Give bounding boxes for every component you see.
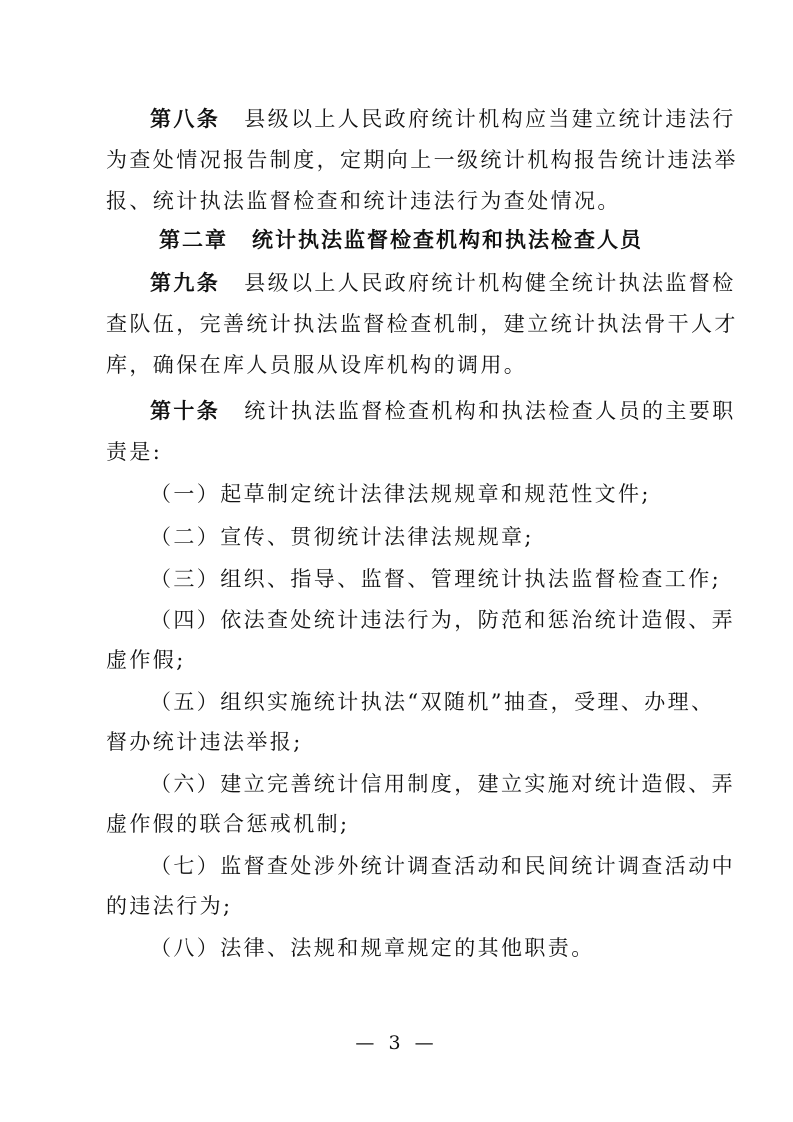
article-10-heading: 第十条 (150, 399, 221, 423)
chapter-heading (106, 225, 696, 255)
article-8-heading: 第八条 (150, 107, 221, 131)
duty-item-5: （五）组织实施统计执法“双随机”抽查，受理、办理、 (150, 690, 715, 714)
page-number: — 3 — (355, 1032, 438, 1054)
duty-item-1: （一）起草制定统计法律法规规章和规范性文件; (150, 482, 651, 506)
duty-item-2: （二）宣传、贯彻统计法律法规规章; (150, 525, 534, 549)
article-9-line-1 (150, 268, 736, 298)
duty-item-6: （六）建立完善统计信用制度，建立实施对统计造假、弄 (150, 772, 735, 796)
article-10-line-2: 责是: (106, 440, 163, 464)
duty-item-4: （四）依法查处统计违法行为，防范和惩治统计造假、弄 (150, 608, 735, 632)
article-10-line-1 (150, 396, 736, 426)
article-8-line-2: 为查处情况报告制度，定期向上一级统计机构报告统计违法举 (106, 148, 738, 172)
article-9-text: 县级以上人民政府统计机构健全统计执法监督检 (244, 271, 736, 295)
duty-item-5-cont: 督办统计违法举报; (106, 730, 303, 754)
chapter-number: 第二章 (159, 228, 228, 252)
duty-item-8: （八）法律、法规和规章规定的其他职责。 (150, 936, 595, 960)
article-10-text: 统计执法监督检查机构和执法检查人员的主要职 (244, 399, 736, 423)
article-8-line-3: 报、统计执法监督检查和统计违法行为查处情况。 (106, 189, 621, 213)
chapter-title: 统计执法监督检查机构和执法检查人员 (252, 228, 643, 252)
article-8-text: 县级以上人民政府统计机构应当建立统计违法行 (244, 107, 736, 131)
duty-item-4-cont: 虚作假; (106, 648, 186, 672)
duty-item-7-cont: 的违法行为; (106, 894, 233, 918)
article-8-line-1 (150, 104, 736, 134)
article-9-heading: 第九条 (150, 271, 221, 295)
article-9-line-3: 库，确保在库人员服从设库机构的调用。 (106, 353, 528, 377)
duty-item-6-cont: 虚作假的联合惩戒机制; (106, 812, 350, 836)
duty-item-7: （七）监督查处涉外统计调查活动和民间统计调查活动中 (150, 854, 735, 878)
duty-item-3: （三）组织、指导、监督、管理统计执法监督检查工作; (150, 567, 722, 591)
article-9-line-2: 查队伍，完善统计执法监督检查机制，建立统计执法骨干人才 (106, 312, 738, 336)
